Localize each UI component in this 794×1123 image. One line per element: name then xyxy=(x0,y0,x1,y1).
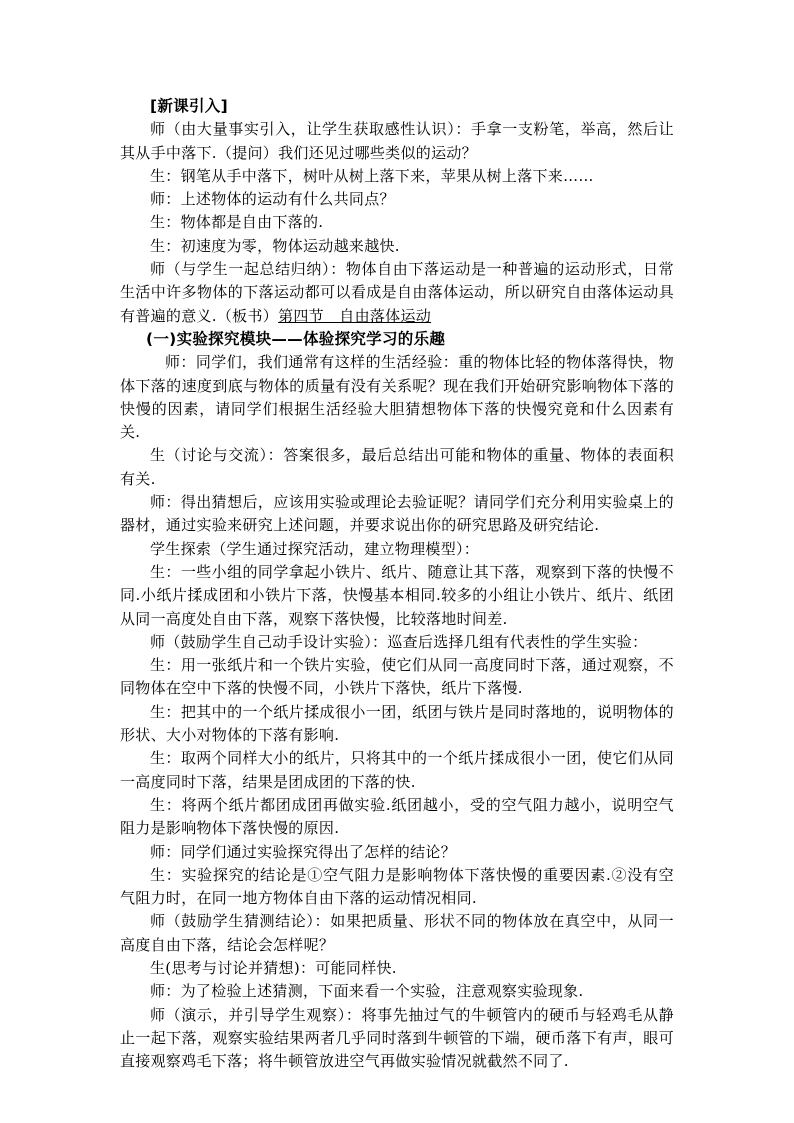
paragraph: 生：用一张纸片和一个铁片实验，使它们从同一高度同时下落，通过观察，不同物体在空中下落的快慢不同，小铁片下落快，纸片下落慢. xyxy=(120,656,674,698)
paragraph: 师：为了检验上述猜测，下面来看一个实验，注意观察实验现象. xyxy=(150,982,584,1001)
paragraph: 生：取两个同样大小的纸片，只将其中的一个纸片揉成很小一团，使它们从同一高度同时下落，结果是团成团的下落的快. xyxy=(120,749,674,791)
summary-paragraph xyxy=(120,258,674,328)
intro-heading: [新课引入] xyxy=(150,97,228,115)
paragraph: 师：上述物体的运动有什么共同点？ xyxy=(150,190,395,209)
paragraph: 生：一些小组的同学拿起小铁片、纸片、随意让其下落，观察到下落的快慢不同.小纸片揉成团和小铁片下落，快慢基本相同.较多的小组让小铁片、纸片、纸团从同一高度处自由下落，观察下落快慢，比较落地时间差. xyxy=(120,562,674,628)
lesson-body xyxy=(120,95,674,1073)
paragraph: 生：初速度为零，物体运动越来越快. xyxy=(150,236,400,255)
section-title: (一)实验探究模块——体验探究学习的乐趣 xyxy=(146,329,446,348)
paragraph: 生：将两个纸片都团成团再做实验.纸团越小，受的空气阻力越小，说明空气阻力是影响物体下落快慢的原因. xyxy=(120,795,674,838)
summary-text: 师（与学生一起总结归纳）：物体自由下落运动是一种普遍的运动形式，日常生活中许多物体的下落运动都可以看成是自由落体运动，所以研究自由落体运动具有普遍的意义.（板书） xyxy=(120,260,674,325)
paragraph: 师（鼓励学生猜测结论）：如果把质量、形状不同的物体放在真空中，从同一高度自由下落，结论会怎样呢？ xyxy=(120,912,674,954)
paragraph: 师（鼓励学生自己动手设计实验）：巡查后选择几组有代表性的学生实验： xyxy=(150,632,648,651)
paragraph: 生：实验探究的结论是①空气阻力是影响物体下落快慢的重要因素.②没有空气阻力时，在同一地方物体自由下落的运动情况相同. xyxy=(120,865,674,908)
paragraph: 师（演示，并引导学生观察）：将事先抽过气的牛顿管内的硬币与轻鸡毛从静止一起下落，观察实验结果两者几乎同时落到牛顿管的下端，硬币落下有声，眼可直接观察鸡毛下落；将牛顿管放进空气再做实验情况就截然不同了. xyxy=(120,1005,674,1071)
paragraph: 生（讨论与交流）：答案很多，最后总结出可能和物体的重量、物体的表面积有关. xyxy=(120,446,674,488)
paragraph: 生：把其中的一个纸片揉成很小一团，纸团与铁片是同时落地的，说明物体的形状、大小对物体的下落有影响. xyxy=(120,702,674,745)
paragraph: 师（由大量事实引入，让学生获取感性认识）：手拿一支粉笔，举高，然后让其从手中落下.（提问）我们还见过哪些类似的运动？ xyxy=(120,120,674,162)
paragraph: 师：同学们，我们通常有这样的生活经验：重的物体比轻的物体落得快，物体下落的速度到底与物体的质量有没有关系呢？现在我们开始研究影响物体下落的快慢的因素，请同学们根据生活经验大胆猜想物体下落的快慢究竟和什么因素有关. xyxy=(120,353,674,442)
blackboard-title: 第四节 自由落体运动 xyxy=(278,306,432,325)
paragraph: 学生探索（学生通过探究活动，建立物理模型）： xyxy=(150,539,480,558)
paragraph: 生(思考与讨论并猜想)：可能同样快. xyxy=(150,958,397,977)
paragraph: 生：物体都是自由下落的. xyxy=(150,213,324,232)
paragraph: 生：钢笔从手中落下，树叶从树上落下来，苹果从树上落下来…… xyxy=(150,166,594,185)
paragraph: 师：同学们通过实验探究得出了怎样的结论？ xyxy=(150,842,457,861)
paragraph: 师：得出猜想后，应该用实验或理论去验证呢？请同学们充分利用实验桌上的器材，通过实验来研究上述问题，并要求说出你的研究思路及研究结论. xyxy=(120,493,674,535)
